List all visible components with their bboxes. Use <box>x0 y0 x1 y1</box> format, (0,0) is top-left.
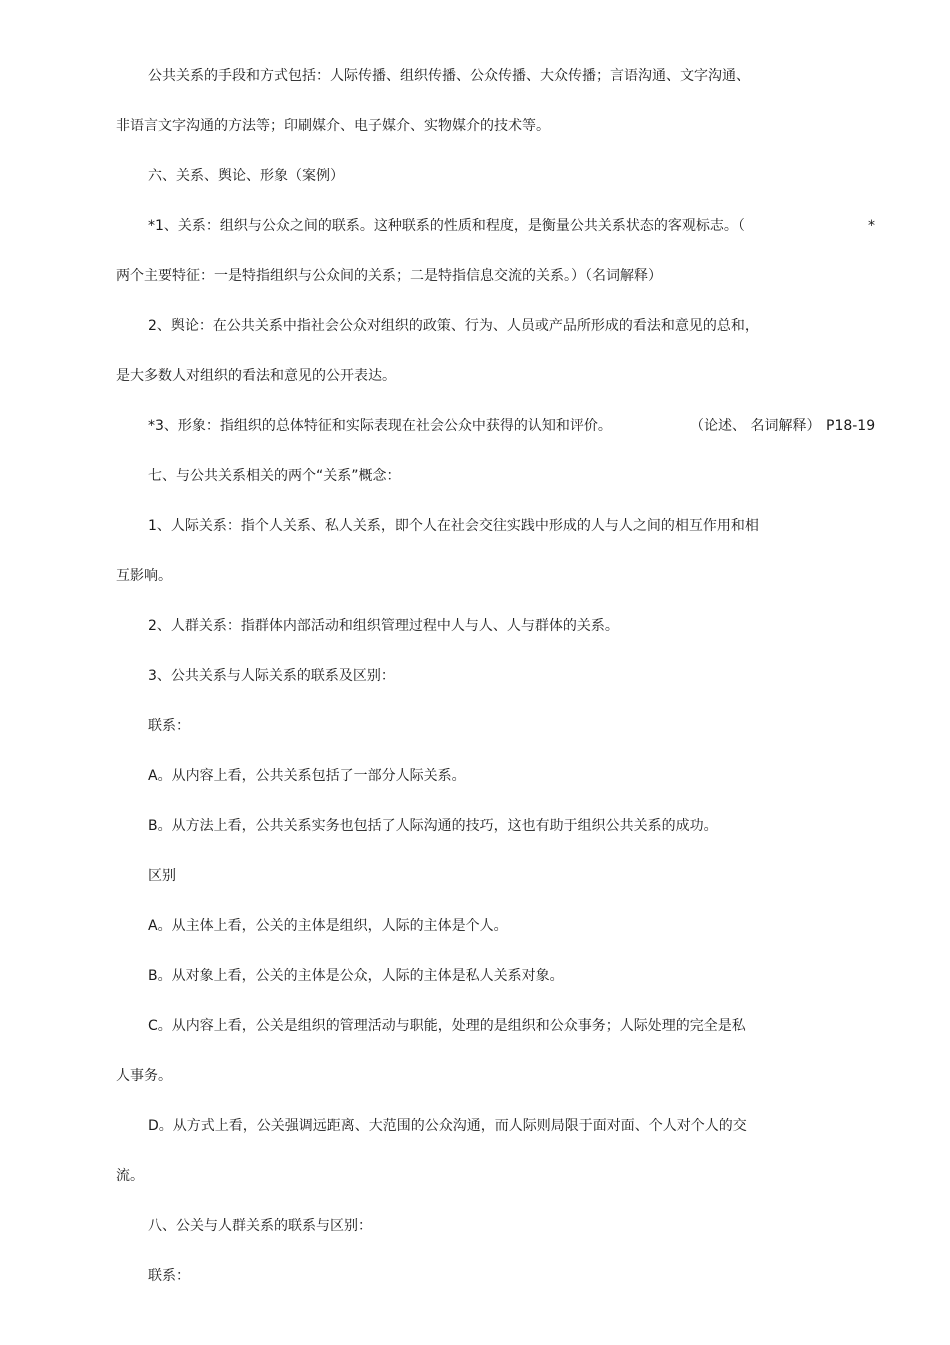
list-item: A。从内容上看，公共关系包括了一部分人际关系。 <box>148 768 466 784</box>
list-item: D。从方式上看，公关强调远距离、大范围的公众沟通，而人际则局限于面对面、个人对个人的交 <box>148 1118 747 1134</box>
paragraph-line: *3、形象：指组织的总体特征和实际表现在社会公众中获得的认知和评价。 <box>148 418 612 434</box>
list-item: C。从内容上看，公关是组织的管理活动与职能，处理的是组织和公众事务；人际处理的完全是私 <box>148 1018 746 1034</box>
paragraph-line: 1、人际关系：指个人关系、私人关系，即个人在社会交往实践中形成的人与人之间的相互作用和相 <box>148 518 759 534</box>
section-heading: 六、关系、舆论、形象（案例） <box>148 168 344 184</box>
question-type-note: （论述、 名词解释） <box>690 418 821 434</box>
paragraph-line: 2、人群关系：指群体内部活动和组织管理过程中人与人、人与群体的关系。 <box>148 618 619 634</box>
paragraph-line: 互影响。 <box>116 568 172 584</box>
section-heading: 七、与公共关系相关的两个“关系”概念： <box>148 468 401 484</box>
paragraph-line: 是大多数人对组织的看法和意见的公开表达。 <box>116 368 396 384</box>
paragraph-line: 公共关系的手段和方式包括：人际传播、组织传播、公众传播、大众传播；言语沟通、文字沟通、 <box>148 68 750 84</box>
list-item-continuation: 人事务。 <box>116 1068 172 1084</box>
page-reference: P18-19 <box>826 418 876 434</box>
list-item-continuation: 流。 <box>116 1168 144 1184</box>
paragraph-line: *1、关系：组织与公众之间的联系。这种联系的性质和程度，是衡量公共关系状态的客观标志。（ <box>148 218 745 234</box>
paragraph-line: 两个主要特征：一是特指组织与公众间的关系；二是特指信息交流的关系。）（名词解释） <box>116 268 662 284</box>
subheading: 联系： <box>148 1268 190 1284</box>
subheading: 区别 <box>148 868 176 884</box>
list-item: B。从方法上看，公共关系实务也包括了人际沟通的技巧，这也有助于组织公共关系的成功。 <box>148 818 718 834</box>
list-item: B。从对象上看，公关的主体是公众，人际的主体是私人关系对象。 <box>148 968 564 984</box>
paragraph-line: 非语言文字沟通的方法等；印刷媒介、电子媒介、实物媒介的技术等。 <box>116 118 550 134</box>
star-mark: * <box>868 218 875 234</box>
paragraph-line: 2、舆论：在公共关系中指社会公众对组织的政策、行为、人员或产品所形成的看法和意见的总和， <box>148 318 759 334</box>
subheading: 联系： <box>148 718 190 734</box>
list-item: A。从主体上看，公关的主体是组织，人际的主体是个人。 <box>148 918 508 934</box>
section-heading: 八、公关与人群关系的联系与区别： <box>148 1218 372 1234</box>
paragraph-line: 3、公共关系与人际关系的联系及区别： <box>148 668 395 684</box>
